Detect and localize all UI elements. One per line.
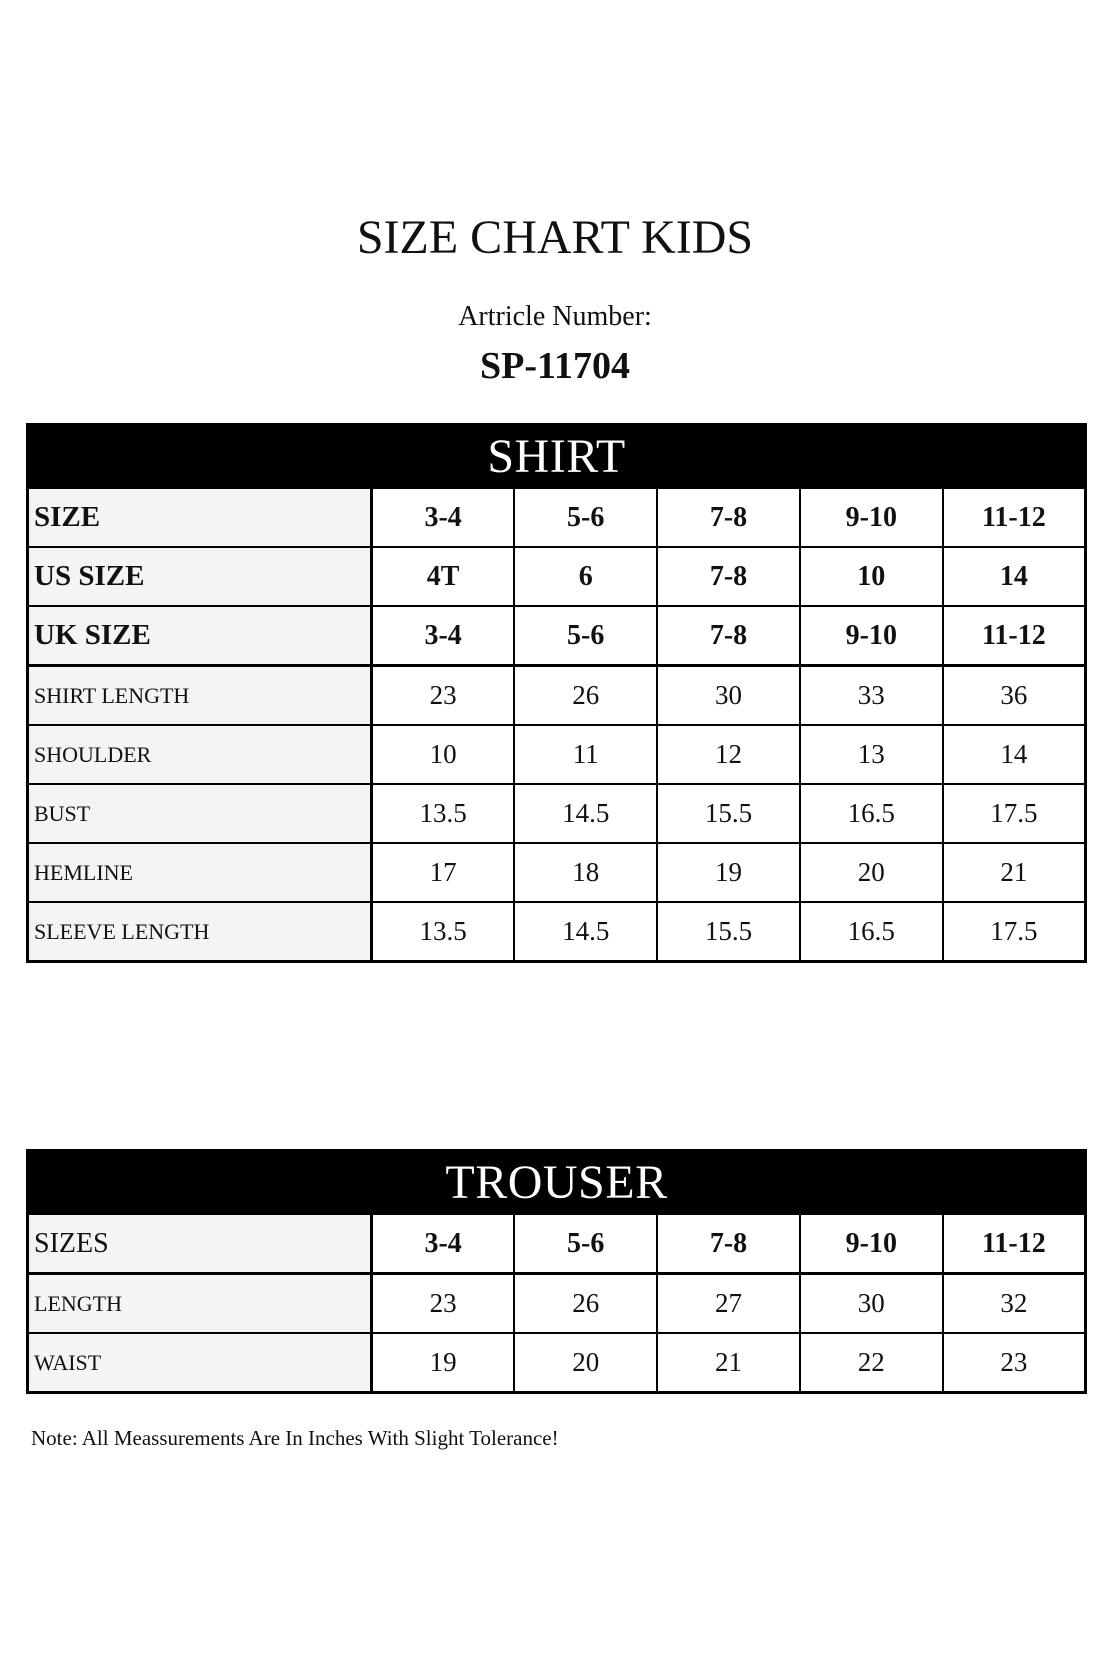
table-cell: 33 xyxy=(800,666,943,726)
table-cell: 15.5 xyxy=(657,902,800,962)
article-number-label: Artricle Number: xyxy=(458,301,652,332)
table-row xyxy=(28,902,1086,962)
shirt-section-title: SHIRT xyxy=(28,425,1086,489)
table-cell: 27 xyxy=(657,1274,800,1334)
table-cell: 32 xyxy=(943,1274,1086,1334)
table-row xyxy=(28,488,1086,547)
table-cell: 23 xyxy=(372,666,515,726)
table-cell: 5-6 xyxy=(514,488,657,547)
table-cell: 26 xyxy=(514,1274,657,1334)
table-cell: 11-12 xyxy=(943,488,1086,547)
table-row xyxy=(28,1333,1086,1393)
row-label: SIZES xyxy=(28,1214,372,1274)
table-cell: 14 xyxy=(943,547,1086,606)
table-cell: 21 xyxy=(657,1333,800,1393)
table-cell: 20 xyxy=(514,1333,657,1393)
table-cell: 20 xyxy=(800,843,943,902)
table-cell: 26 xyxy=(514,666,657,726)
row-label: SLEEVE LENGTH xyxy=(28,902,372,962)
table-row xyxy=(28,784,1086,843)
table-cell: 7-8 xyxy=(657,1214,800,1274)
table-cell: 14.5 xyxy=(514,902,657,962)
row-label: LENGTH xyxy=(28,1274,372,1334)
table-cell: 14 xyxy=(943,725,1086,784)
table-cell: 10 xyxy=(372,725,515,784)
row-label: BUST xyxy=(28,784,372,843)
table-row xyxy=(28,1214,1086,1274)
table-cell: 19 xyxy=(657,843,800,902)
row-label: UK SIZE xyxy=(28,606,372,666)
measurement-note: Note: All Meassurements Are In Inches With Slight Tolerance! xyxy=(31,1426,559,1450)
table-cell: 14.5 xyxy=(514,784,657,843)
table-cell: 3-4 xyxy=(372,606,515,666)
table-cell: 23 xyxy=(372,1274,515,1334)
table-cell: 30 xyxy=(800,1274,943,1334)
table-cell: 12 xyxy=(657,725,800,784)
table-cell: 30 xyxy=(657,666,800,726)
page-title: SIZE CHART KIDS xyxy=(356,211,754,264)
table-cell: 17 xyxy=(372,843,515,902)
shirt-size-table xyxy=(26,423,1087,963)
table-cell: 4T xyxy=(372,547,515,606)
table-cell: 3-4 xyxy=(372,488,515,547)
trouser-size-table xyxy=(26,1149,1087,1394)
table-cell: 18 xyxy=(514,843,657,902)
trouser-table-header xyxy=(28,1151,1086,1215)
table-cell: 19 xyxy=(372,1333,515,1393)
table-cell: 7-8 xyxy=(657,488,800,547)
table-cell: 7-8 xyxy=(657,606,800,666)
table-cell: 9-10 xyxy=(800,606,943,666)
table-cell: 15.5 xyxy=(657,784,800,843)
table-cell: 13.5 xyxy=(372,902,515,962)
table-cell: 7-8 xyxy=(657,547,800,606)
table-cell: 16.5 xyxy=(800,784,943,843)
row-label: SHOULDER xyxy=(28,725,372,784)
table-cell: 13.5 xyxy=(372,784,515,843)
row-label: WAIST xyxy=(28,1333,372,1393)
table-cell: 10 xyxy=(800,547,943,606)
row-label: US SIZE xyxy=(28,547,372,606)
table-cell: 6 xyxy=(514,547,657,606)
table-cell: 16.5 xyxy=(800,902,943,962)
table-cell: 21 xyxy=(943,843,1086,902)
table-cell: 23 xyxy=(943,1333,1086,1393)
trouser-section-title: TROUSER xyxy=(28,1151,1086,1215)
table-cell: 5-6 xyxy=(514,606,657,666)
table-cell: 13 xyxy=(800,725,943,784)
table-cell: 17.5 xyxy=(943,902,1086,962)
row-label: SIZE xyxy=(28,488,372,547)
table-cell: 9-10 xyxy=(800,488,943,547)
table-cell: 22 xyxy=(800,1333,943,1393)
table-row xyxy=(28,843,1086,902)
table-cell: 17.5 xyxy=(943,784,1086,843)
shirt-table-header xyxy=(28,425,1086,489)
table-row xyxy=(28,547,1086,606)
table-cell: 5-6 xyxy=(514,1214,657,1274)
table-cell: 11-12 xyxy=(943,1214,1086,1274)
table-row xyxy=(28,666,1086,726)
table-cell: 11 xyxy=(514,725,657,784)
table-cell: 11-12 xyxy=(943,606,1086,666)
table-row xyxy=(28,725,1086,784)
row-label: SHIRT LENGTH xyxy=(28,666,372,726)
table-cell: 3-4 xyxy=(372,1214,515,1274)
article-number-value: SP-11704 xyxy=(480,345,630,387)
table-cell: 36 xyxy=(943,666,1086,726)
table-row xyxy=(28,1274,1086,1334)
table-row xyxy=(28,606,1086,666)
table-cell: 9-10 xyxy=(800,1214,943,1274)
row-label: HEMLINE xyxy=(28,843,372,902)
